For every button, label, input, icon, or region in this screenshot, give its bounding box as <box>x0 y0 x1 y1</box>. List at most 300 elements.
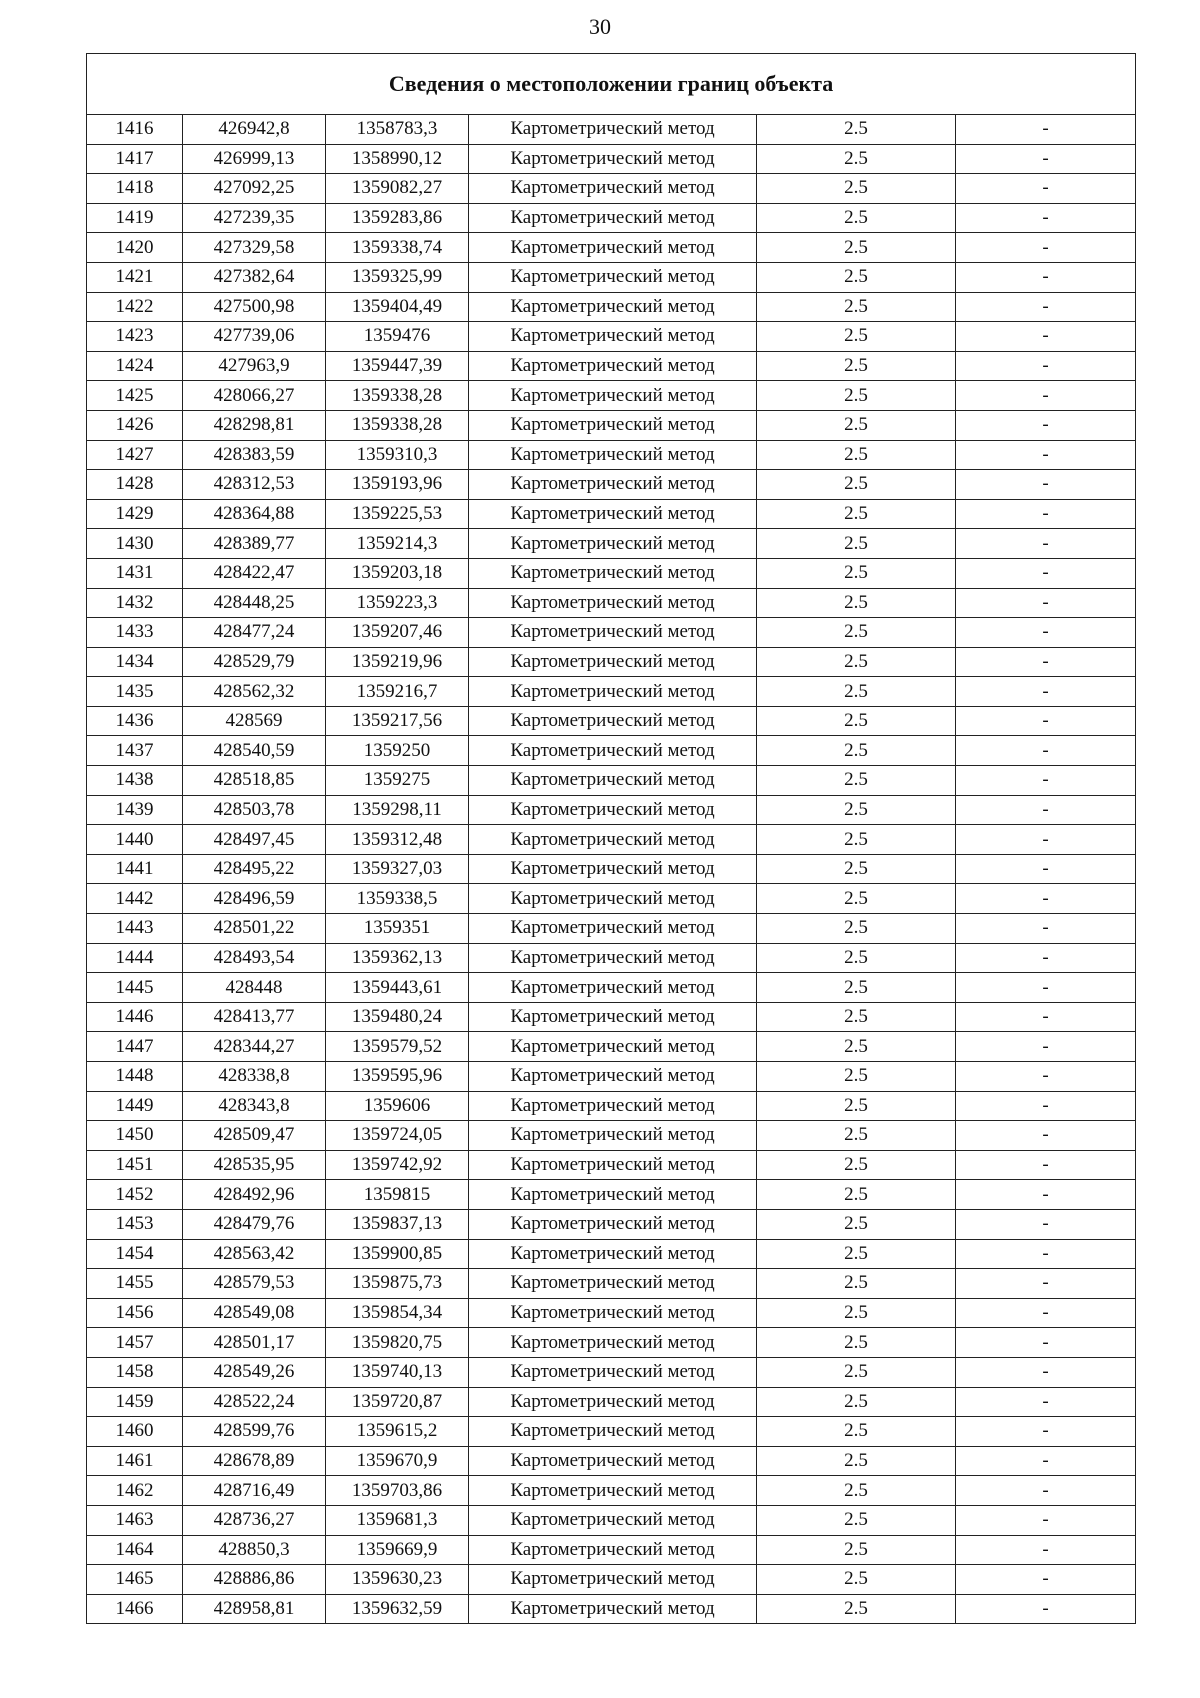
y-coordinate-cell: 1359312,48 <box>326 825 469 855</box>
method-cell: Картометрический метод <box>469 381 757 411</box>
point-number-cell: 1456 <box>87 1298 183 1328</box>
accuracy-cell: 2.5 <box>757 1150 956 1180</box>
method-cell: Картометрический метод <box>469 144 757 174</box>
description-cell: - <box>956 618 1136 648</box>
accuracy-cell: 2.5 <box>757 736 956 766</box>
description-cell: - <box>956 292 1136 322</box>
point-number-cell: 1453 <box>87 1209 183 1239</box>
accuracy-cell: 2.5 <box>757 233 956 263</box>
x-coordinate-cell: 426942,8 <box>183 115 326 145</box>
y-coordinate-cell: 1359579,52 <box>326 1032 469 1062</box>
table-row <box>87 1328 1136 1358</box>
y-coordinate-cell: 1359595,96 <box>326 1062 469 1092</box>
description-cell: - <box>956 706 1136 736</box>
table-row <box>87 1062 1136 1092</box>
method-cell: Картометрический метод <box>469 588 757 618</box>
accuracy-cell: 2.5 <box>757 203 956 233</box>
y-coordinate-cell: 1359275 <box>326 766 469 796</box>
x-coordinate-cell: 428599,76 <box>183 1417 326 1447</box>
point-number-cell: 1434 <box>87 647 183 677</box>
accuracy-cell: 2.5 <box>757 115 956 145</box>
method-cell: Картометрический метод <box>469 1476 757 1506</box>
method-cell: Картометрический метод <box>469 1357 757 1387</box>
method-cell: Картометрический метод <box>469 825 757 855</box>
point-number-cell: 1458 <box>87 1357 183 1387</box>
x-coordinate-cell: 428479,76 <box>183 1209 326 1239</box>
point-number-cell: 1447 <box>87 1032 183 1062</box>
method-cell: Картометрический метод <box>469 558 757 588</box>
point-number-cell: 1435 <box>87 677 183 707</box>
description-cell: - <box>956 174 1136 204</box>
description-cell: - <box>956 795 1136 825</box>
y-coordinate-cell: 1359820,75 <box>326 1328 469 1358</box>
x-coordinate-cell: 428562,32 <box>183 677 326 707</box>
description-cell: - <box>956 1150 1136 1180</box>
table-row <box>87 440 1136 470</box>
x-coordinate-cell: 428497,45 <box>183 825 326 855</box>
x-coordinate-cell: 428549,26 <box>183 1357 326 1387</box>
point-number-cell: 1463 <box>87 1505 183 1535</box>
accuracy-cell: 2.5 <box>757 1239 956 1269</box>
accuracy-cell: 2.5 <box>757 262 956 292</box>
y-coordinate-cell: 1359338,74 <box>326 233 469 263</box>
accuracy-cell: 2.5 <box>757 677 956 707</box>
accuracy-cell: 2.5 <box>757 440 956 470</box>
x-coordinate-cell: 428066,27 <box>183 381 326 411</box>
y-coordinate-cell: 1359216,7 <box>326 677 469 707</box>
accuracy-cell: 2.5 <box>757 1298 956 1328</box>
accuracy-cell: 2.5 <box>757 410 956 440</box>
table-body <box>87 115 1136 1624</box>
accuracy-cell: 2.5 <box>757 795 956 825</box>
y-coordinate-cell: 1359283,86 <box>326 203 469 233</box>
point-number-cell: 1422 <box>87 292 183 322</box>
y-coordinate-cell: 1359630,23 <box>326 1565 469 1595</box>
accuracy-cell: 2.5 <box>757 588 956 618</box>
table-row <box>87 1476 1136 1506</box>
accuracy-cell: 2.5 <box>757 1002 956 1032</box>
table-row <box>87 1535 1136 1565</box>
y-coordinate-cell: 1359351 <box>326 914 469 944</box>
table-title: Сведения о местоположении границ объекта <box>87 54 1136 115</box>
x-coordinate-cell: 428448,25 <box>183 588 326 618</box>
method-cell: Картометрический метод <box>469 115 757 145</box>
description-cell: - <box>956 914 1136 944</box>
table-row <box>87 1002 1136 1032</box>
table-row <box>87 1446 1136 1476</box>
method-cell: Картометрический метод <box>469 795 757 825</box>
table-row <box>87 1091 1136 1121</box>
description-cell: - <box>956 588 1136 618</box>
table-title-row <box>87 54 1136 115</box>
accuracy-cell: 2.5 <box>757 1328 956 1358</box>
x-coordinate-cell: 428364,88 <box>183 499 326 529</box>
x-coordinate-cell: 428549,08 <box>183 1298 326 1328</box>
table-row <box>87 499 1136 529</box>
point-number-cell: 1423 <box>87 322 183 352</box>
point-number-cell: 1421 <box>87 262 183 292</box>
y-coordinate-cell: 1359476 <box>326 322 469 352</box>
table-row <box>87 914 1136 944</box>
method-cell: Картометрический метод <box>469 618 757 648</box>
method-cell: Картометрический метод <box>469 1180 757 1210</box>
y-coordinate-cell: 1359217,56 <box>326 706 469 736</box>
accuracy-cell: 2.5 <box>757 529 956 559</box>
y-coordinate-cell: 1359193,96 <box>326 470 469 500</box>
accuracy-cell: 2.5 <box>757 1387 956 1417</box>
table-row <box>87 203 1136 233</box>
description-cell: - <box>956 1594 1136 1624</box>
method-cell: Картометрический метод <box>469 1121 757 1151</box>
y-coordinate-cell: 1359298,11 <box>326 795 469 825</box>
accuracy-cell: 2.5 <box>757 322 956 352</box>
accuracy-cell: 2.5 <box>757 1446 956 1476</box>
table-row <box>87 1387 1136 1417</box>
point-number-cell: 1448 <box>87 1062 183 1092</box>
x-coordinate-cell: 428529,79 <box>183 647 326 677</box>
table-row <box>87 410 1136 440</box>
method-cell: Картометрический метод <box>469 766 757 796</box>
point-number-cell: 1433 <box>87 618 183 648</box>
accuracy-cell: 2.5 <box>757 381 956 411</box>
x-coordinate-cell: 428535,95 <box>183 1150 326 1180</box>
method-cell: Картометрический метод <box>469 677 757 707</box>
point-number-cell: 1417 <box>87 144 183 174</box>
description-cell: - <box>956 1209 1136 1239</box>
boundary-table <box>86 53 1136 1624</box>
x-coordinate-cell: 428958,81 <box>183 1594 326 1624</box>
description-cell: - <box>956 1032 1136 1062</box>
x-coordinate-cell: 428422,47 <box>183 558 326 588</box>
description-cell: - <box>956 854 1136 884</box>
description-cell: - <box>956 529 1136 559</box>
description-cell: - <box>956 351 1136 381</box>
method-cell: Картометрический метод <box>469 736 757 766</box>
method-cell: Картометрический метод <box>469 174 757 204</box>
accuracy-cell: 2.5 <box>757 1062 956 1092</box>
x-coordinate-cell: 428448 <box>183 973 326 1003</box>
table-row <box>87 1032 1136 1062</box>
point-number-cell: 1455 <box>87 1269 183 1299</box>
accuracy-cell: 2.5 <box>757 1091 956 1121</box>
description-cell: - <box>956 470 1136 500</box>
accuracy-cell: 2.5 <box>757 854 956 884</box>
table-row <box>87 647 1136 677</box>
point-number-cell: 1431 <box>87 558 183 588</box>
description-cell: - <box>956 144 1136 174</box>
point-number-cell: 1443 <box>87 914 183 944</box>
point-number-cell: 1416 <box>87 115 183 145</box>
y-coordinate-cell: 1359615,2 <box>326 1417 469 1447</box>
table-row <box>87 1357 1136 1387</box>
accuracy-cell: 2.5 <box>757 973 956 1003</box>
y-coordinate-cell: 1359740,13 <box>326 1357 469 1387</box>
x-coordinate-cell: 427382,64 <box>183 262 326 292</box>
point-number-cell: 1427 <box>87 440 183 470</box>
method-cell: Картометрический метод <box>469 203 757 233</box>
description-cell: - <box>956 410 1136 440</box>
point-number-cell: 1426 <box>87 410 183 440</box>
description-cell: - <box>956 1565 1136 1595</box>
description-cell: - <box>956 1121 1136 1151</box>
y-coordinate-cell: 1358990,12 <box>326 144 469 174</box>
description-cell: - <box>956 973 1136 1003</box>
accuracy-cell: 2.5 <box>757 884 956 914</box>
description-cell: - <box>956 1476 1136 1506</box>
method-cell: Картометрический метод <box>469 262 757 292</box>
point-number-cell: 1449 <box>87 1091 183 1121</box>
table-row <box>87 558 1136 588</box>
accuracy-cell: 2.5 <box>757 351 956 381</box>
method-cell: Картометрический метод <box>469 1150 757 1180</box>
description-cell: - <box>956 1180 1136 1210</box>
method-cell: Картометрический метод <box>469 943 757 973</box>
table-row <box>87 1180 1136 1210</box>
method-cell: Картометрический метод <box>469 470 757 500</box>
accuracy-cell: 2.5 <box>757 706 956 736</box>
y-coordinate-cell: 1359214,3 <box>326 529 469 559</box>
table-row <box>87 529 1136 559</box>
y-coordinate-cell: 1359310,3 <box>326 440 469 470</box>
x-coordinate-cell: 428492,96 <box>183 1180 326 1210</box>
description-cell: - <box>956 1446 1136 1476</box>
method-cell: Картометрический метод <box>469 1565 757 1595</box>
x-coordinate-cell: 428501,17 <box>183 1328 326 1358</box>
method-cell: Картометрический метод <box>469 1269 757 1299</box>
x-coordinate-cell: 427500,98 <box>183 292 326 322</box>
table-row <box>87 1505 1136 1535</box>
table-row <box>87 766 1136 796</box>
point-number-cell: 1425 <box>87 381 183 411</box>
y-coordinate-cell: 1359325,99 <box>326 262 469 292</box>
table-row <box>87 1594 1136 1624</box>
table-row <box>87 736 1136 766</box>
accuracy-cell: 2.5 <box>757 1209 956 1239</box>
y-coordinate-cell: 1359837,13 <box>326 1209 469 1239</box>
table-row <box>87 1565 1136 1595</box>
point-number-cell: 1454 <box>87 1239 183 1269</box>
y-coordinate-cell: 1359669,9 <box>326 1535 469 1565</box>
point-number-cell: 1445 <box>87 973 183 1003</box>
accuracy-cell: 2.5 <box>757 1476 956 1506</box>
description-cell: - <box>956 440 1136 470</box>
point-number-cell: 1428 <box>87 470 183 500</box>
x-coordinate-cell: 428413,77 <box>183 1002 326 1032</box>
table-row <box>87 943 1136 973</box>
point-number-cell: 1419 <box>87 203 183 233</box>
y-coordinate-cell: 1359082,27 <box>326 174 469 204</box>
description-cell: - <box>956 677 1136 707</box>
x-coordinate-cell: 428522,24 <box>183 1387 326 1417</box>
description-cell: - <box>956 499 1136 529</box>
y-coordinate-cell: 1359742,92 <box>326 1150 469 1180</box>
x-coordinate-cell: 428344,27 <box>183 1032 326 1062</box>
method-cell: Картометрический метод <box>469 529 757 559</box>
table-row <box>87 1150 1136 1180</box>
method-cell: Картометрический метод <box>469 322 757 352</box>
x-coordinate-cell: 428678,89 <box>183 1446 326 1476</box>
x-coordinate-cell: 427963,9 <box>183 351 326 381</box>
table-row <box>87 292 1136 322</box>
x-coordinate-cell: 428383,59 <box>183 440 326 470</box>
method-cell: Картометрический метод <box>469 1298 757 1328</box>
point-number-cell: 1437 <box>87 736 183 766</box>
table-row <box>87 677 1136 707</box>
page-number: 30 <box>589 14 611 39</box>
point-number-cell: 1466 <box>87 1594 183 1624</box>
point-number-cell: 1430 <box>87 529 183 559</box>
y-coordinate-cell: 1359362,13 <box>326 943 469 973</box>
description-cell: - <box>956 203 1136 233</box>
table-row <box>87 322 1136 352</box>
x-coordinate-cell: 428496,59 <box>183 884 326 914</box>
table-row <box>87 825 1136 855</box>
y-coordinate-cell: 1359720,87 <box>326 1387 469 1417</box>
x-coordinate-cell: 427092,25 <box>183 174 326 204</box>
x-coordinate-cell: 428716,49 <box>183 1476 326 1506</box>
method-cell: Картометрический метод <box>469 1417 757 1447</box>
description-cell: - <box>956 381 1136 411</box>
method-cell: Картометрический метод <box>469 973 757 1003</box>
y-coordinate-cell: 1359480,24 <box>326 1002 469 1032</box>
point-number-cell: 1465 <box>87 1565 183 1595</box>
point-number-cell: 1424 <box>87 351 183 381</box>
point-number-cell: 1418 <box>87 174 183 204</box>
method-cell: Картометрический метод <box>469 914 757 944</box>
accuracy-cell: 2.5 <box>757 766 956 796</box>
table-row <box>87 470 1136 500</box>
point-number-cell: 1441 <box>87 854 183 884</box>
table-row <box>87 854 1136 884</box>
table-row <box>87 1239 1136 1269</box>
description-cell: - <box>956 558 1136 588</box>
accuracy-cell: 2.5 <box>757 1565 956 1595</box>
x-coordinate-cell: 427739,06 <box>183 322 326 352</box>
x-coordinate-cell: 428501,22 <box>183 914 326 944</box>
method-cell: Картометрический метод <box>469 499 757 529</box>
description-cell: - <box>956 1387 1136 1417</box>
accuracy-cell: 2.5 <box>757 558 956 588</box>
x-coordinate-cell: 428563,42 <box>183 1239 326 1269</box>
table-row <box>87 1269 1136 1299</box>
method-cell: Картометрический метод <box>469 1387 757 1417</box>
x-coordinate-cell: 428389,77 <box>183 529 326 559</box>
y-coordinate-cell: 1359338,28 <box>326 381 469 411</box>
table-row <box>87 795 1136 825</box>
description-cell: - <box>956 233 1136 263</box>
x-coordinate-cell: 428495,22 <box>183 854 326 884</box>
method-cell: Картометрический метод <box>469 1594 757 1624</box>
table-row <box>87 144 1136 174</box>
accuracy-cell: 2.5 <box>757 1121 956 1151</box>
point-number-cell: 1420 <box>87 233 183 263</box>
x-coordinate-cell: 428338,8 <box>183 1062 326 1092</box>
point-number-cell: 1442 <box>87 884 183 914</box>
y-coordinate-cell: 1359703,86 <box>326 1476 469 1506</box>
method-cell: Картометрический метод <box>469 647 757 677</box>
accuracy-cell: 2.5 <box>757 647 956 677</box>
method-cell: Картометрический метод <box>469 351 757 381</box>
method-cell: Картометрический метод <box>469 1091 757 1121</box>
boundary-table-container <box>86 53 1135 1624</box>
table-row <box>87 233 1136 263</box>
accuracy-cell: 2.5 <box>757 1417 956 1447</box>
point-number-cell: 1440 <box>87 825 183 855</box>
method-cell: Картометрический метод <box>469 440 757 470</box>
y-coordinate-cell: 1359219,96 <box>326 647 469 677</box>
table-row <box>87 588 1136 618</box>
point-number-cell: 1460 <box>87 1417 183 1447</box>
accuracy-cell: 2.5 <box>757 1357 956 1387</box>
x-coordinate-cell: 428477,24 <box>183 618 326 648</box>
accuracy-cell: 2.5 <box>757 618 956 648</box>
x-coordinate-cell: 428343,8 <box>183 1091 326 1121</box>
method-cell: Картометрический метод <box>469 1239 757 1269</box>
method-cell: Картометрический метод <box>469 410 757 440</box>
y-coordinate-cell: 1359632,59 <box>326 1594 469 1624</box>
method-cell: Картометрический метод <box>469 1209 757 1239</box>
description-cell: - <box>956 1002 1136 1032</box>
method-cell: Картометрический метод <box>469 1032 757 1062</box>
table-row <box>87 1298 1136 1328</box>
x-coordinate-cell: 428298,81 <box>183 410 326 440</box>
description-cell: - <box>956 1357 1136 1387</box>
description-cell: - <box>956 1269 1136 1299</box>
y-coordinate-cell: 1359225,53 <box>326 499 469 529</box>
method-cell: Картометрический метод <box>469 1446 757 1476</box>
description-cell: - <box>956 1298 1136 1328</box>
x-coordinate-cell: 428886,86 <box>183 1565 326 1595</box>
point-number-cell: 1444 <box>87 943 183 973</box>
x-coordinate-cell: 427329,58 <box>183 233 326 263</box>
method-cell: Картометрический метод <box>469 292 757 322</box>
x-coordinate-cell: 428503,78 <box>183 795 326 825</box>
y-coordinate-cell: 1359404,49 <box>326 292 469 322</box>
description-cell: - <box>956 262 1136 292</box>
y-coordinate-cell: 1359447,39 <box>326 351 469 381</box>
y-coordinate-cell: 1359250 <box>326 736 469 766</box>
description-cell: - <box>956 322 1136 352</box>
table-row <box>87 706 1136 736</box>
method-cell: Картометрический метод <box>469 1062 757 1092</box>
y-coordinate-cell: 1359724,05 <box>326 1121 469 1151</box>
accuracy-cell: 2.5 <box>757 1505 956 1535</box>
description-cell: - <box>956 825 1136 855</box>
method-cell: Картометрический метод <box>469 1505 757 1535</box>
point-number-cell: 1439 <box>87 795 183 825</box>
method-cell: Картометрический метод <box>469 854 757 884</box>
x-coordinate-cell: 428312,53 <box>183 470 326 500</box>
description-cell: - <box>956 736 1136 766</box>
x-coordinate-cell: 428518,85 <box>183 766 326 796</box>
x-coordinate-cell: 428736,27 <box>183 1505 326 1535</box>
x-coordinate-cell: 428579,53 <box>183 1269 326 1299</box>
description-cell: - <box>956 1062 1136 1092</box>
y-coordinate-cell: 1359203,18 <box>326 558 469 588</box>
accuracy-cell: 2.5 <box>757 144 956 174</box>
method-cell: Картометрический метод <box>469 1002 757 1032</box>
point-number-cell: 1432 <box>87 588 183 618</box>
method-cell: Картометрический метод <box>469 1328 757 1358</box>
table-row <box>87 381 1136 411</box>
point-number-cell: 1452 <box>87 1180 183 1210</box>
description-cell: - <box>956 647 1136 677</box>
accuracy-cell: 2.5 <box>757 1269 956 1299</box>
table-row <box>87 351 1136 381</box>
table-row <box>87 973 1136 1003</box>
y-coordinate-cell: 1359681,3 <box>326 1505 469 1535</box>
y-coordinate-cell: 1359207,46 <box>326 618 469 648</box>
